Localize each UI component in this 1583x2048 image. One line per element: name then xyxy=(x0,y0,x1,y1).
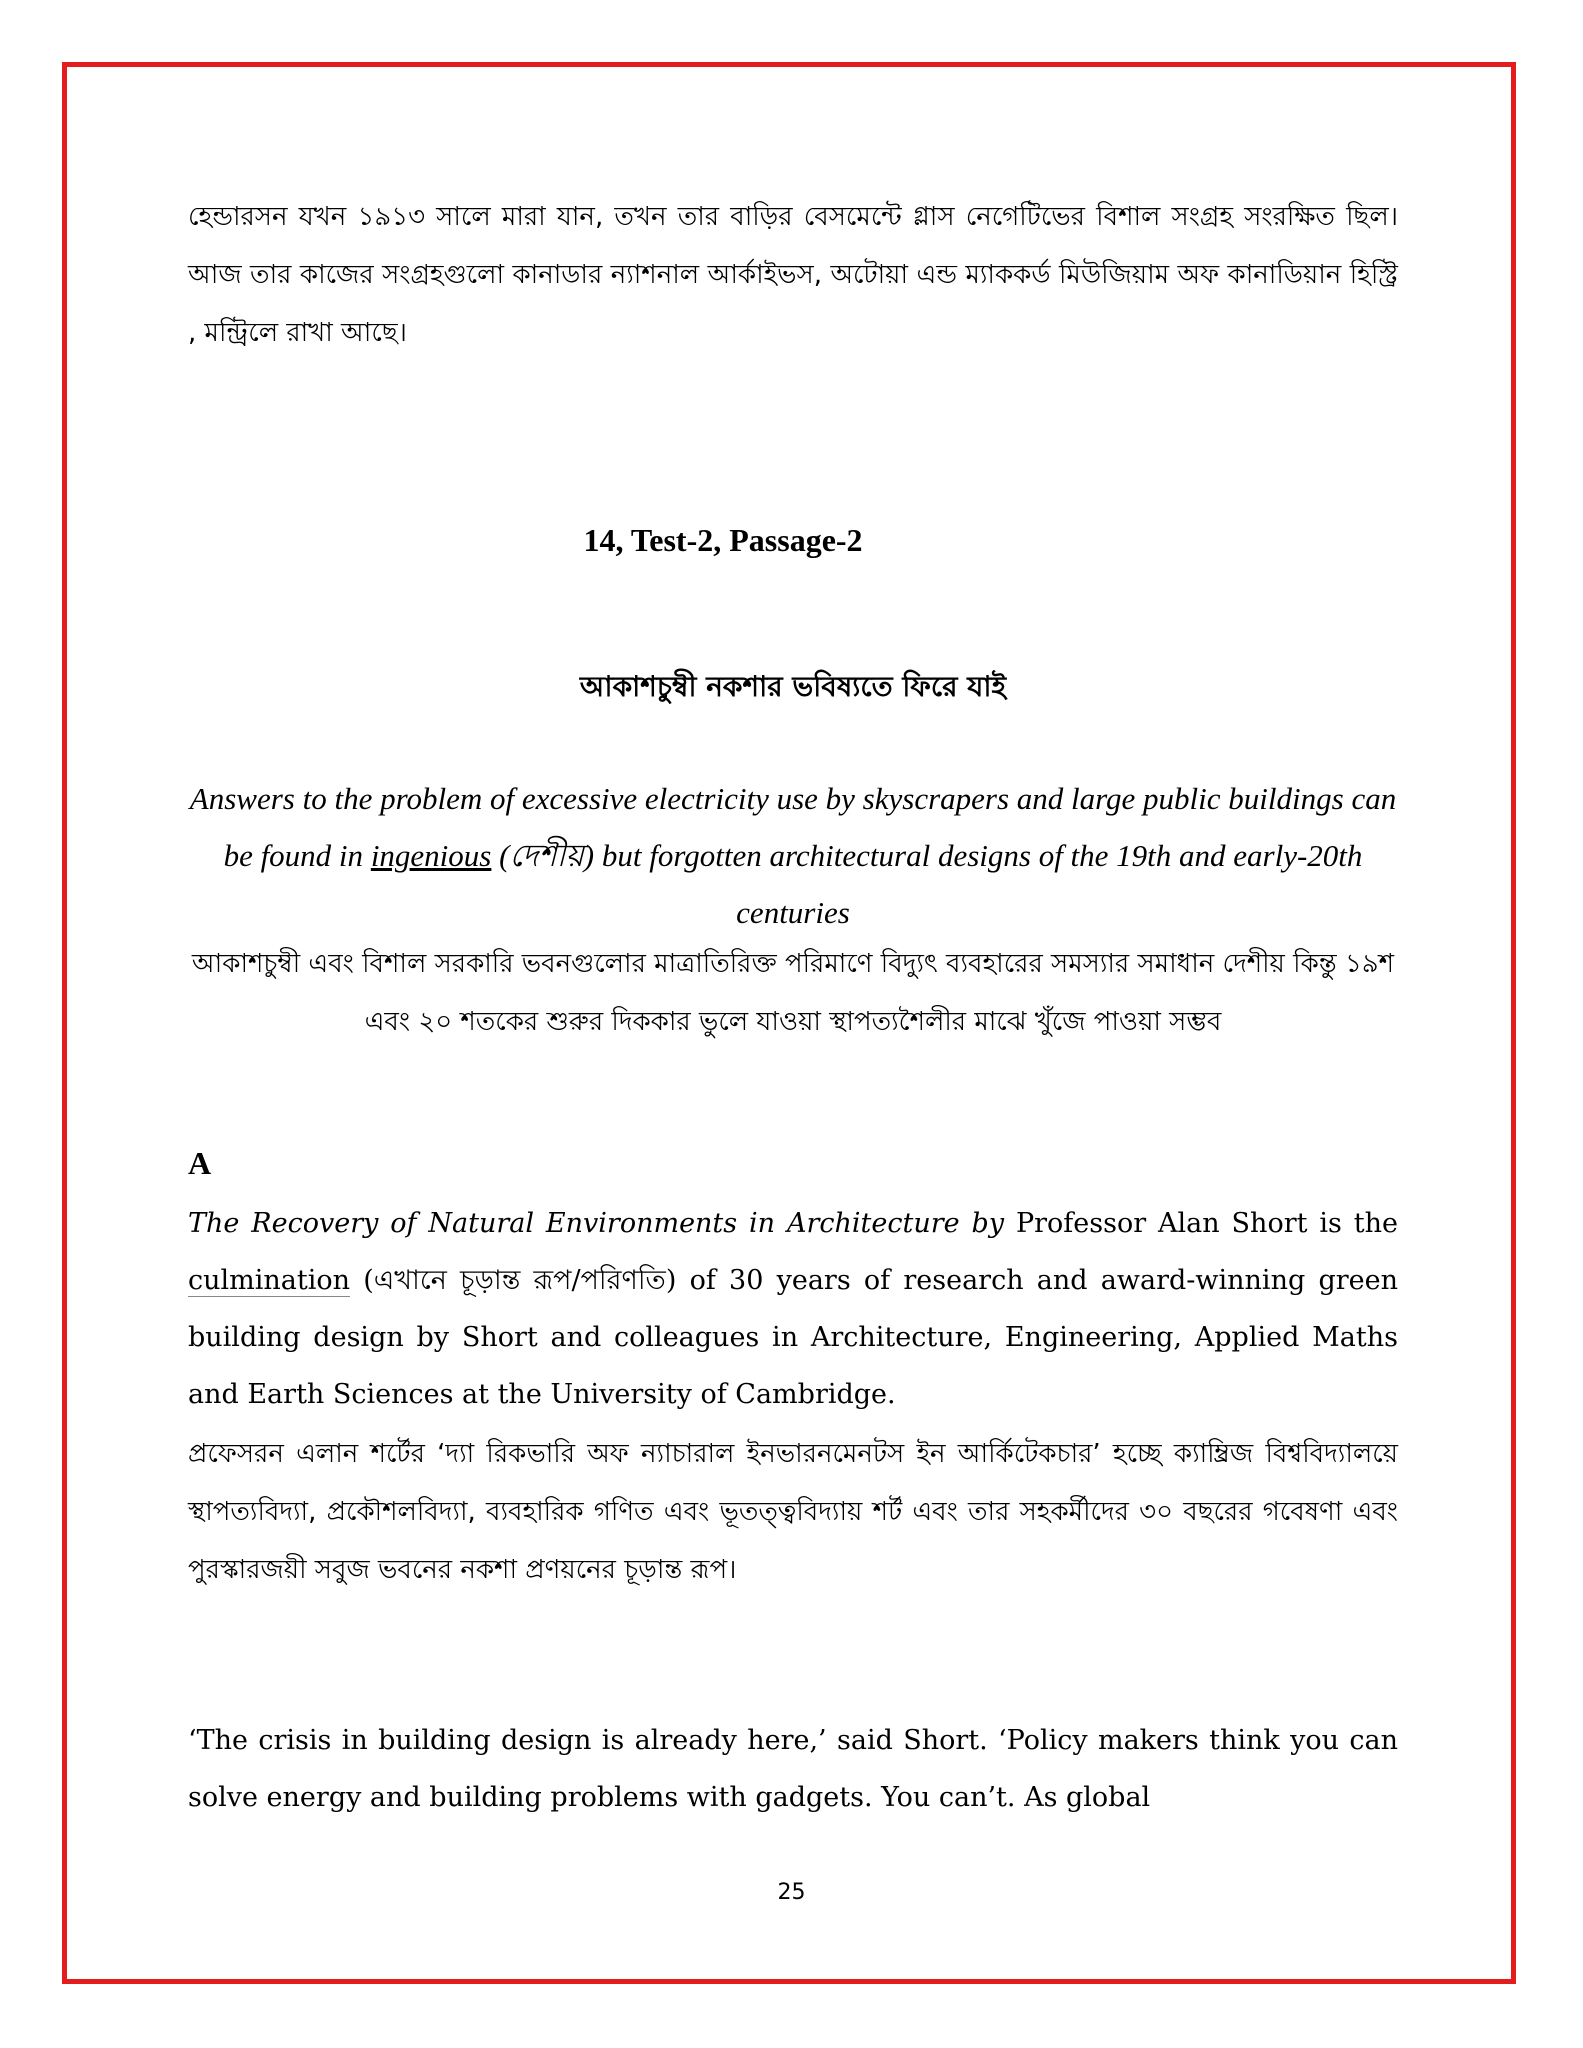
english-subtitle xyxy=(188,770,1398,941)
paragraph-a-bangla: প্রফেসরন এলান শর্টের ‘দ্যা রিকভারি অফ ন্যাচারাল ইনভারনমেনটস ইন আর্কিটেকচার’ হচ্ছে ক্যাম্ব্রিজ বিশ্ববিদ্যালয়ে স্থাপত্যবিদ্যা, প্রকৌশলবিদ্যা, ব্যবহারিক গণিত এবং ভূতত্ত্ববিদ্যায় শর্ট এবং তার সহকর্মীদের ৩০ বছরের গবেষণা এবং পুরস্কারজয়ী সবুজ ভবনের নকশা প্রণয়নের চূড়ান্ত রূপ। xyxy=(188,1439,1398,1585)
book-title: The Recovery of Natural Environments in Architecture by xyxy=(188,1208,1005,1239)
passage-heading xyxy=(188,522,1398,559)
intro-bangla-paragraph: হেন্ডারসন যখন ১৯১৩ সালে মারা যান, তখন তার বাড়ির বেসমেন্টে গ্লাস নেগেটিভের বিশাল সংগ্রহ সংরক্ষিত ছিল। আজ তার কাজের সংগ্রহগুলো কানাডার ন্যাশনাল আর্কাইভস, অটোয়া এন্ড ম্যাককর্ড মিউজিয়াম অফ কানাডিয়ান হিস্ট্রি , মন্ট্রিলে রাখা আছে। xyxy=(188,202,1398,348)
subtitle-underlined-word: ingenious xyxy=(370,838,492,873)
culmination-word: culmination xyxy=(188,1265,350,1296)
paragraph-a-english xyxy=(188,1195,1398,1423)
passage-heading-text: 14, Test-2, Passage-2 xyxy=(583,522,863,558)
culmination-gloss: (এখানে চূড়ান্ত রূপ/পরিণতি) xyxy=(350,1265,677,1296)
subtitle-part-before: Answers to the problem of excessive electricity use by skyscrapers and large public buildings can be found in xyxy=(189,781,1397,873)
bangla-subtitle: আকাশচুম্বী এবং বিশাল সরকারি ভবনগুলোর মাত্রাতিরিক্ত পরিমাণে বিদ্যুৎ ব্যবহারের সমস্যার সমাধান দেশীয় কিন্তু ১৯শ এবং ২০ শতকের শুরুর দিককার ভুলে যাওয়া স্থাপত্যশৈলীর মাঝে খুঁজে পাওয়া সম্ভব xyxy=(191,949,1395,1037)
para-a-part1: Professor Alan Short is the xyxy=(1004,1208,1398,1239)
page-number: 25 xyxy=(777,1880,806,1905)
bangla-title: আকাশচুম্বী নকশার ভবিষ্যতে ফিরে যাই xyxy=(579,670,1007,703)
subtitle-gloss: (দেশীয়) xyxy=(491,838,602,873)
section-label: A xyxy=(188,1145,212,1181)
subtitle-part-after: but forgotten architectural designs of the 19th and early-20th centuries xyxy=(601,838,1363,930)
para-a-part2: of 30 years of research and award-winning green building design by Short and colleagues in Architecture, Engineering, Applied Maths and Earth Sciences at the University of Cambridge. xyxy=(188,1265,1398,1410)
quote-paragraph: ‘The crisis in building design is already here,’ said Short. ‘Policy makers think you can solve energy and building problems with gadgets. You can’t. As global xyxy=(188,1725,1398,1813)
